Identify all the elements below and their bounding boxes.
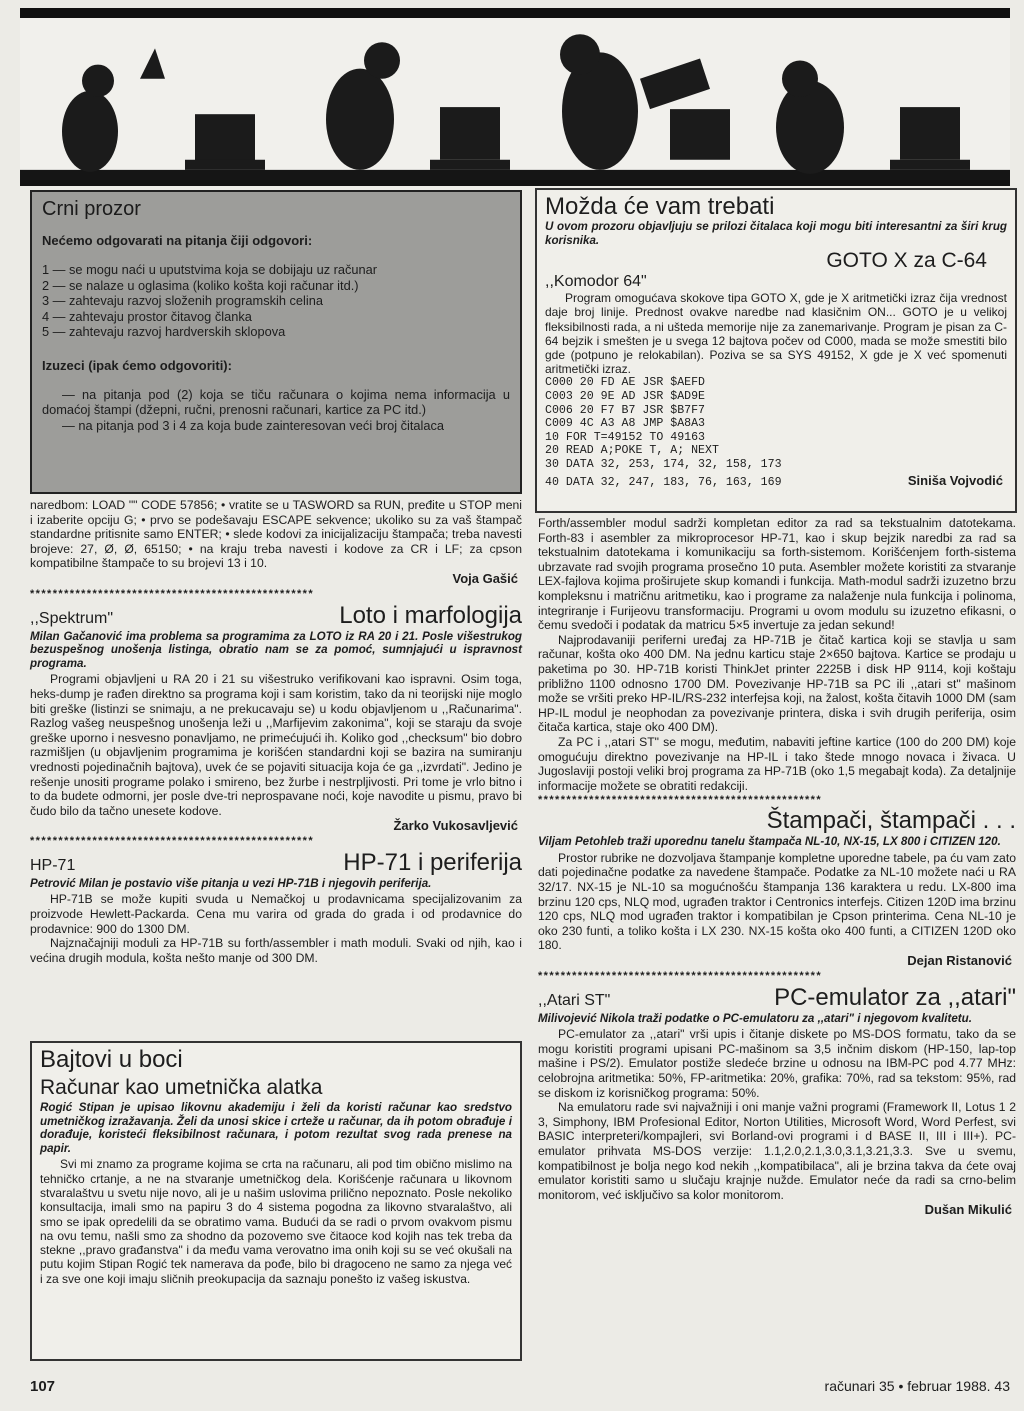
stars-divider: ************************************************** bbox=[30, 834, 315, 847]
header-illustration bbox=[20, 8, 1010, 186]
forth-paragraph: Najprodavaniji periferni uređaj za HP-71B je čitač kartica koji se stavlja u sam računar, košta oko 400 DM. Na jednu karticu staje 2×650 bajtova. Kartice se prodaju u paketima po 30. HP-71B koristi ThinkJet printer 2225B i disk HP 9114, koji koštaju približno 1100 odnosno 1700 DM. Povezivanje HP-71B sa PC ili ,,atari st" mašinom može se vršiti preko HP-IL/RS-232 interfejsa koji, na žalost, košta čitavih 1000 DM (sam HP-IL modul je neophodan za povezivanje printera, diska i svih drugih periferija, osim čitača kartica, staje oko 400 DM). bbox=[538, 632, 1016, 735]
goto-title: GOTO X za C-64 bbox=[826, 249, 987, 273]
code-line: 10 FOR T=49152 TO 49163 bbox=[545, 430, 706, 444]
stampaci-title: Štampači, štampači . . . bbox=[766, 807, 1016, 835]
left-column bbox=[30, 498, 522, 965]
loto-body: Programi objavljeni u RA 20 i 21 su višestruko verifikovani kao ispravni. Osim toga, heks-dump je rađen direktno sa programa koji i sam koristim, tako da ni teorijski nije moglo biti greške (listinzi se snimaju, a ne prekucavaju se) u kodu objavljenom u ,,Računarima". Razlog vašeg neuspešnog unošenja leži u ,,Marfijevim zakonima", koji se staraju da svoje greške uporno i nesvesno ponavljamo, ne primećujući ih. Koliko god ,,checksum" bio dobro razmišljen (u objavljenim programima je korišćen standardni koji se bazira na sumiranju vrednosti pojedinačnih bajtova), uvek će se pojaviti situacija koja će ga ,,izvrdati". Jedino je rešenje unositi programe polako i smireno, bez žurbe i nestrpljivosti. Pri tome je vrlo bitno i to da budete odmorni, jer posle dve-tri neprospavane noći, koje navodite u pismu, pravo bi čudo bilo da tačno unesete kodove. bbox=[30, 672, 522, 818]
crni-prozor-heading: Nećemo odgovarati na pitanja čiji odgovori: bbox=[42, 233, 313, 248]
crni-prozor-box bbox=[30, 190, 522, 494]
exception-item: — na pitanja pod 3 i 4 za koja bude zainteresovan veći broj čitalaca bbox=[62, 417, 445, 433]
bajtovi-box-title: Bajtovi u boci bbox=[40, 1046, 183, 1073]
signature: Siniša Vojvodić bbox=[907, 472, 1003, 488]
stampaci-body: Prostor rubrike ne dozvoljava štampanje kompletne uporedne tabele, pa ću vam zato dati pojedinačne podatke za navedene štampače. Podatke za NL-10 možete naći u RA 32/17. NX-15 je NL-10 sa mogućnošću štampanja 136 karaktera u redu. LX-800 ima brzinu 120 cps, NLQ mod, ugrađen traktor i Centronics interfejs. Citizen 120D ima brzinu 120 cps, NLQ mod ugrađen traktor i kompatibilan je Cpson printerima. Cena NL-10 je oko 230 funti, a toliko košta i LX 230. NX-15 košta oko 400 funti, a CITIZEN 120D oko 180. bbox=[538, 850, 1016, 953]
loto-title: Loto i marfologija bbox=[339, 601, 522, 629]
crni-prozor-exceptions-heading: Izuzeci (ipak ćemo odgovoriti): bbox=[42, 357, 232, 373]
tasword-text: naredbom: LOAD "" CODE 57856; • vratite se u TASWORD sa RUN, pređite u STOP meni i izaberite opciju G; • prvo se podešavaju ESCAPE sekvence; ukoliko su za vaš štampač standardne pritisnite samo ENTER; • slede kodovi za inicijalizaciju štampača; treba navesti brojeve: 27, Ø, Ø, 65150; • na kraju treba navesti i kodove za CR i LF; za cpson kompatibilne štampače to su brojevi 13 i 10. bbox=[30, 498, 522, 571]
bajtovi-body: Svi mi znamo za programe kojima se crta na računaru, ali pod tim obično mislimo na tehničko crtanje, a ne na stvaranje umetničkog dela. Korišćenje računara u likovnom stvaralaštvu u svetu nije novo, ali je u našim uslovima prilično nepoznato. Posle nekoliko konsultacija, imali smo na papiru 3 do 4 sistema pogodna za likovno stvaralaštvo, ali smo se ipak opredelili da se obratimo vama. Budući da se radi o prvom ovakvom pismu na ovu temu, našli smo za shodno da pozovemo sve čitaoce kod kojih nas tek treba da stekne ,,pravo građanstva" i da među vama verovatno ima onih koji su se već okušali na putu kojim Stipan Rogić tek namerava da pođe, bilo bi dragoceno ne samo za njega već i za sve one koji imaju sličnih preokupacija da saznaju ponešto iz vašeg iskustva. bbox=[40, 1157, 512, 1286]
atari-header bbox=[538, 984, 1016, 1012]
forth-paragraph: Za PC i ,,atari ST" se mogu, međutim, nabaviti jeftine kartice (100 do 200 DM) koje omogućuju direktno povezivanje na HP-IL i tako štede mnogo novaca i živaca. U Jugoslaviji postoji veliki broj programa za HP-71B (oko 1,5 megabajt koda). Za detaljnije informacije možete se obratiti redakciji. bbox=[538, 734, 1016, 793]
forth-paragraph: Forth/assembler modul sadrži kompletan editor za rad sa tekstualnim datotekama. Forth-83 i asembler za mikroprocesor HP-71, kao i skup bejzik naredbi za rad sa tekstualnim datotekama i komunikaciju sa forth-sistemom. Korišćenjem forth-sistema ubrzavate rad svojih programa prosečno 10 puta. Asembler možete koristiti za stvaranje LEX-fajlova kojima proširujete skup komandi i funkcija. Math-modul sadrži izuzetno brzu kompleksnu i matričnu aritmetiku, kao i programe za nalaženje nula funkcija i polinoma, integriranje i Furijeovu transformaciju. Programi u ovom modulu su izuzetno efikasni, o čemu svedoči i podatak da matricu 5×5 invertuje za jedan sekund! bbox=[538, 516, 1016, 633]
bajtovi-lead: Rogić Stipan je upisao likovnu akademiju i želi da koristi računar kao sredstvo umetničkog izražavanja. Želi da unosi skice i crteže u računar, da ih potom obrađuje i dorađuje, koristeći fleksibilnost računara, i potom rezultat svog rada prenese na papir. bbox=[40, 1101, 512, 1155]
right-column bbox=[538, 516, 1016, 1219]
stars-divider: ************************************************** bbox=[30, 587, 315, 600]
code-line: C003 20 9E AD JSR $AD9E bbox=[545, 390, 706, 403]
atari-paragraph: Na emulatoru rade svi najvažniji i oni manje važni programi (Framework II, Lotus 1 2 3, Simphony, IBM Profesional Editor, Norton Utilities, Microsoft Word, Word Perfest, svi BASIC interpreteri/kompajleri, svi Borland-ovi programi i d BASE II, III i III+). PC-emulator prihvata MS-DOS verzije: 1.1,2.0,2.1,3.0,3.1,3.21,3.3. Sve u svemu, kompatibilnost je bolja nego kod nekih ,,kompatibilaca", ali je brzina takva da ćete ovaj emulator koristiti samo u slučaju krajnje nužde. Emulator neće da radi sa crno-belim monitorom, već isključivo sa kolor monitorom. bbox=[538, 1100, 1016, 1202]
goto-body: Program omogućava skokove tipa GOTO X, gde je X aritmetički izraz čija vrednost daje broj linije. Prednost ovakve naredbe nad klasičnim ON... GOTO je u velikoj fleksibilnosti rada, a ni ušteda memorije nije za zanemarivanje. Program je pisan za C-64 bejzik i smešten je u svega 12 bajtova počev od C000, mada se može smestiti bilo gde (potpuno je relokabilan). Poziva se sa SYS 49152, X gde je X već spomenuti aritmetički izraz. bbox=[545, 291, 1007, 377]
page-footer-right: računari 35 • februar 1988. 43 bbox=[824, 1378, 1010, 1394]
list-item: 4 — zahtevaju prostor čitavog članka bbox=[42, 308, 252, 324]
atari-title: PC-emulator za ,,atari" bbox=[774, 983, 1016, 1011]
hp71-paragraph: Najznačajniji moduli za HP-71B su forth/assembler i math moduli. Svaki od njih, kao i većina drugih modula, košta nešto manje od 300 DM. bbox=[30, 936, 522, 965]
code-line: C000 20 FD AE JSR $AEFD bbox=[545, 376, 706, 390]
code-line: C006 20 F7 B7 JSR $B7F7 bbox=[545, 403, 706, 417]
stampaci-lead: Viljam Petohleb traži uporednu tanelu štampača NL-10, NX-15, LX 800 i CITIZEN 120. bbox=[538, 835, 1001, 849]
list-item: 2 — se nalaze u oglasima (koliko košta koji računar itd.) bbox=[42, 277, 359, 293]
mozda-box bbox=[535, 188, 1017, 513]
hp71-paragraph: HP-71B se može kupiti svuda u Nemačkoj u prodavnicama specijalizovanim za proizvode Hewlett-Packarda. Cena mu varira od grada do grada i od prodavnice do prodavnice: 900 do 1300 DM. bbox=[30, 892, 522, 936]
page-number-left: 107 bbox=[30, 1378, 56, 1395]
signature: Dušan Mikulić bbox=[924, 1202, 1012, 1218]
stars-divider: ************************************************** bbox=[538, 969, 823, 982]
atari-kicker: ,,Atari ST" bbox=[538, 991, 611, 1009]
goto-kicker: ,,Komodor 64" bbox=[545, 273, 647, 291]
list-item: 3 — zahtevaju razvoj složenih programskih celina bbox=[42, 293, 323, 308]
code-line: 40 DATA 32, 247, 183, 76, 163, 169 bbox=[545, 475, 782, 489]
loto-header bbox=[30, 602, 522, 630]
atari-lead: Milivojević Nikola traži podatke o PC-emulatoru za ,,atari" i njegovom kvalitetu. bbox=[538, 1011, 972, 1025]
mozda-box-title: Možda će vam trebati bbox=[545, 193, 775, 220]
list-item: 1 — se mogu naći u uputstvima koja se dobijaju uz računar bbox=[42, 262, 378, 277]
code-line: 20 READ A;POKE T, A; NEXT bbox=[545, 444, 719, 458]
loto-lead: Milan Gačanović ima problema sa programima za LOTO iz RA 20 i 21. Posle višestrukog bezuspešnog unošenja listinga, obratio nam se za pomoć, sumnjajući u ispravnost programa. bbox=[30, 629, 522, 670]
hp71-title: HP-71 i periferija bbox=[343, 848, 522, 876]
signature: Voja Gašić bbox=[452, 570, 518, 586]
loto-kicker: ,,Spektrum" bbox=[30, 609, 114, 627]
signature: Dejan Ristanović bbox=[907, 953, 1012, 969]
bajtovi-box bbox=[30, 1041, 522, 1361]
atari-paragraph: PC-emulator za ,,atari" vrši upis i čitanje diskete po MS-DOS formatu, tako da se mogu koristiti programi upisani PC-mašinom sa 3,5 inčnim diskom (HP-150, lap-top mašine i PS/2). Emulator postiže sledeće brzine u odnosu na IBM-PC pod 4.77 MHz: celobrojna aritmetika: 50%, FP-aritmetika: 20%, grafika: 70%, rad sa tekstom: 95%, rad se diskom iz korisničkog programa: 50%. bbox=[538, 1027, 1016, 1100]
hp71-header bbox=[30, 849, 522, 877]
hp71-kicker: HP-71 bbox=[30, 856, 76, 874]
mozda-lead: U ovom prozoru objavljuju se prilozi čitalaca koji mogu biti interesantni za širi krug korisnika. bbox=[545, 220, 1007, 247]
signature: Žarko Vukosavljević bbox=[393, 818, 518, 834]
list-item: 5 — zahtevaju razvoj hardverskih sklopova bbox=[42, 324, 286, 339]
code-line: 30 DATA 32, 253, 174, 32, 158, 173 bbox=[545, 457, 782, 471]
hp71-lead: Petrović Milan je postavio više pitanja u vezi HP-71B i njegovih periferija. bbox=[30, 876, 432, 890]
exception-item: — na pitanja pod (2) koja se tiču računara o kojima nema informacija u domaćoj štampi (džepni, ručni, prenosni računari, kartice za PC itd.) bbox=[42, 386, 510, 417]
bajtovi-title: Računar kao umetnička alatka bbox=[40, 1076, 323, 1099]
stars-divider: ************************************************** bbox=[538, 794, 823, 807]
crni-prozor-title: Crni prozor bbox=[42, 198, 141, 220]
code-line: C009 4C A3 A8 JMP $A8A3 bbox=[545, 417, 706, 431]
